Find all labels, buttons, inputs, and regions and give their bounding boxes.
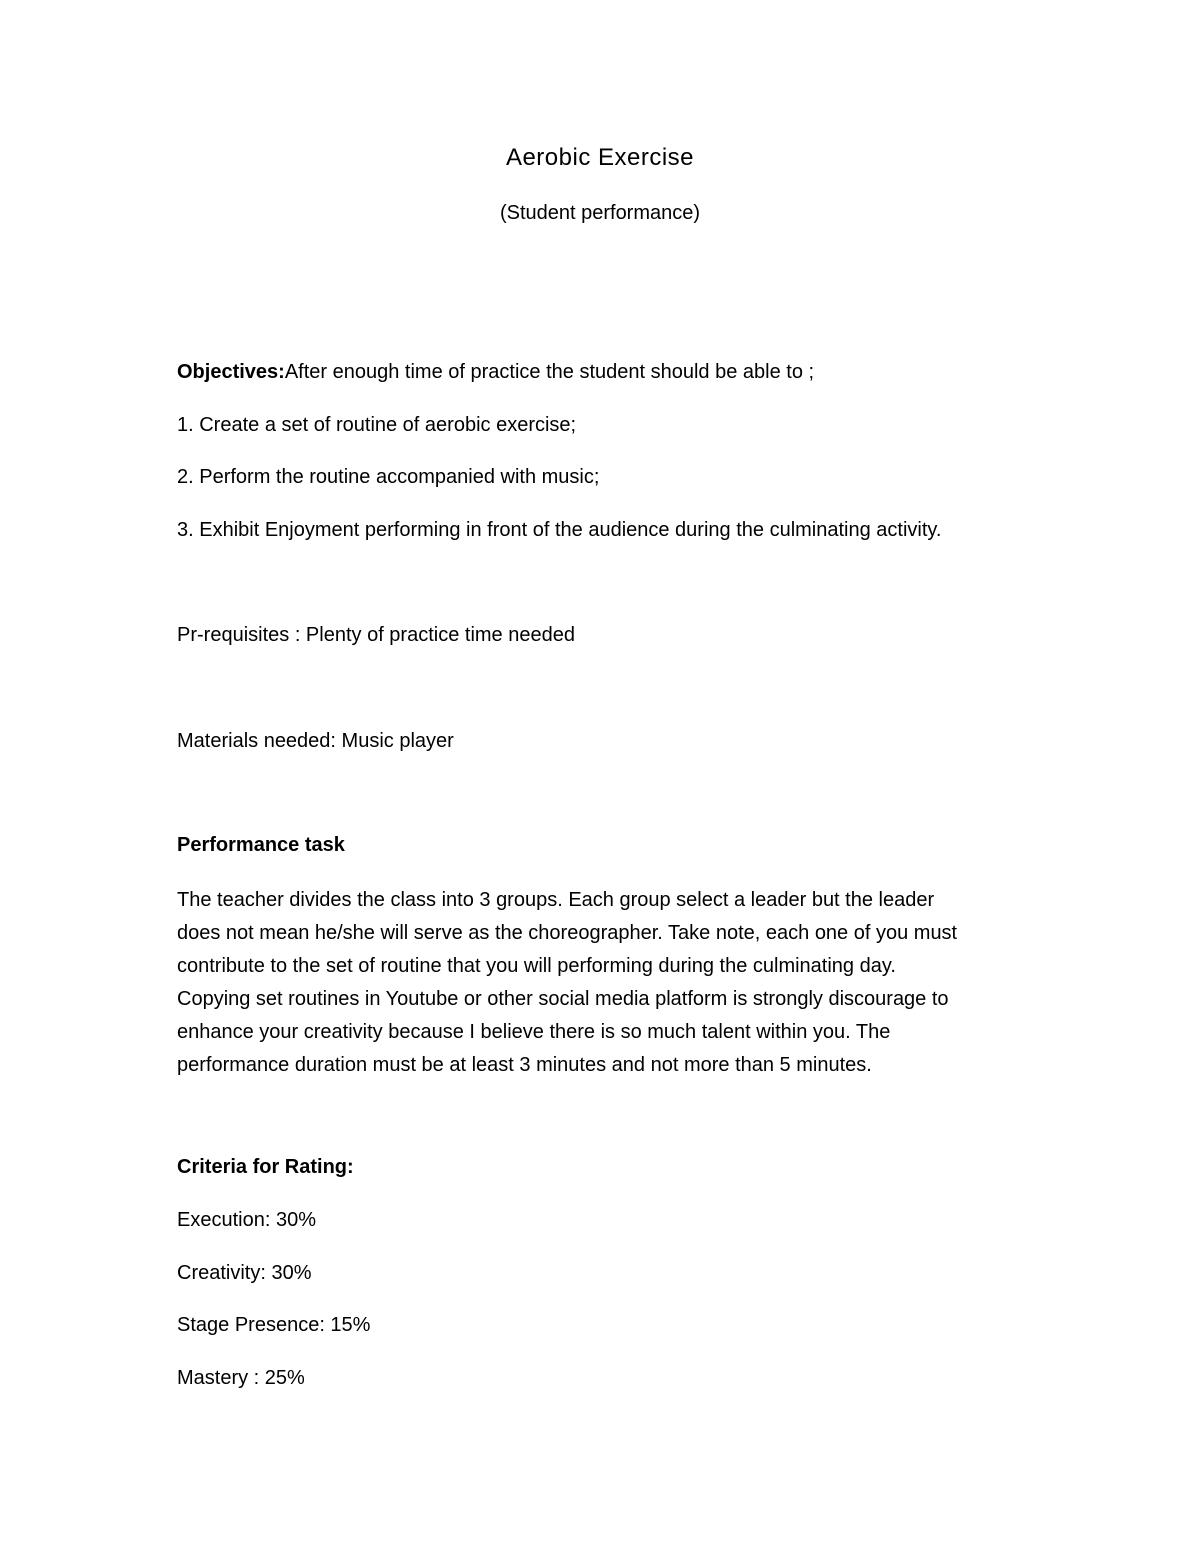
criteria-item: Stage Presence: 15% (177, 1314, 371, 1336)
objectives-intro: After enough time of practice the student should be able to ; (284, 361, 815, 383)
criteria-heading: Criteria for Rating: (177, 1156, 354, 1178)
document-subtitle: (Student performance) (499, 202, 701, 224)
criteria-item: Creativity: 30% (177, 1262, 312, 1284)
objectives-line (177, 360, 814, 384)
paragraph-line: contribute to the set of routine that you will performing during the culminating day. (177, 955, 896, 977)
objective-item: 3. Exhibit Enjoyment performing in front of the audience during the culminating activity. (177, 519, 942, 541)
paragraph-line: enhance your creativity because I believe there is so much talent within you. The (177, 1021, 891, 1043)
criteria-item: Mastery : 25% (177, 1367, 305, 1389)
objective-item: 2. Perform the routine accompanied with music; (177, 466, 600, 488)
performance-task-paragraph (177, 884, 1037, 1082)
document-title: Aerobic Exercise (505, 144, 695, 171)
paragraph-line: does not mean he/she will serve as the choreographer. Take note, each one of you must (177, 922, 958, 944)
objectives-label: Objectives: (177, 361, 285, 383)
paragraph-line: Copying set routines in Youtube or other social media platform is strongly discourage to (177, 988, 949, 1010)
objective-item: 1. Create a set of routine of aerobic exercise; (177, 414, 577, 436)
criteria-item: Execution: 30% (177, 1209, 316, 1231)
prerequisites-line: Pr-requisites : Plenty of practice time needed (177, 624, 575, 646)
materials-line: Materials needed: Music player (177, 730, 454, 752)
performance-task-heading: Performance task (177, 834, 345, 856)
paragraph-line: performance duration must be at least 3 minutes and not more than 5 minutes. (177, 1054, 872, 1076)
paragraph-line: The teacher divides the class into 3 groups. Each group select a leader but the leader (177, 889, 935, 911)
